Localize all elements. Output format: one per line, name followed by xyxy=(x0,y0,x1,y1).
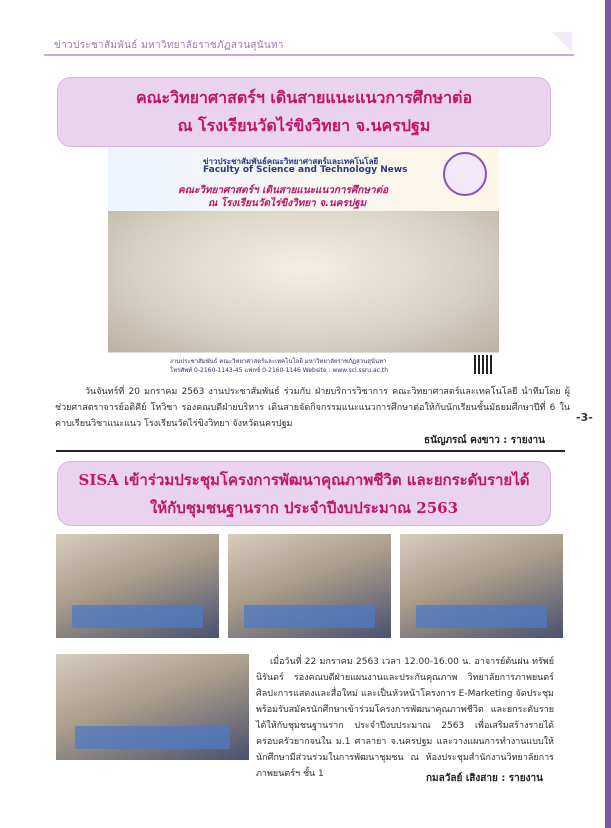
photo-banner-title2: ณ โรงเรียนวัดไร่ขิงวิทยา จ.นครปฐม xyxy=(208,198,367,209)
section-divider xyxy=(56,450,565,452)
article1-title-box xyxy=(57,77,551,147)
article1-body: วันจันทร์ที่ 20 มกราคม 2563 งานประชาสัมพันธ์ ร่วมกับ ฝ่ายบริการวิชาการ คณะวิทยาศาสตร์และเทคโนโลยี นำทีมโดย ผู้ช่วยศาสตราจารย์อติคีย์ โหวิชา รองคณบดีฝ่ายบริหาร เดินสายจัดกิจกรรมแนะแนวการศึกษาต่อให้กับนักเรียนชั้นมัธยมศึกษาปีที่ 6 ในคาบเรียนวิชาแนะแนว โรงเรียนวัดไร่ขิงวิทยา จังหวัดนครปฐม xyxy=(55,387,570,429)
photo-footer xyxy=(108,352,499,376)
photo-banner xyxy=(108,147,499,211)
page-number: -3- xyxy=(576,411,593,424)
meeting-photo-4 xyxy=(56,654,249,760)
article1-title-line1: คณะวิทยาศาสตร์ฯ เดินสายแนะแนวการศึกษาต่อ xyxy=(135,88,473,107)
article2-title-box xyxy=(57,461,551,526)
header-text: ข่าวประชาสัมพันธ์ มหาวิทยาลัยราชภัฏสวนสุนันทา xyxy=(54,40,284,51)
article1-title-line2: ณ โรงเรียนวัดไร่ขิงวิทยา จ.นครปฐม xyxy=(177,116,431,135)
photo-footer-line2: โทรศัพท์ 0-2160-1143-45 แฟกซ์ 0-2160-1146 Website : www.sci.ssru.ac.th xyxy=(170,367,389,374)
article1-photo xyxy=(108,147,499,376)
photo-banner-line2: Faculty of Science and Technology News xyxy=(203,165,408,175)
article2-body: เมื่อวันที่ 22 มกราคม 2563 เวลา 12.00-16.00 น. อาจารย์ต้นฝน ทรัพย์นิรันดร์ รองคณบดีฝ่ายแผนงานและประกันคุณภาพ วิทยาลัยการภาพยนตร์ ศิลปะการแสดงและสื่อใหม่ และเป็นหัวหน้าโครงการ E-Marketing จัดประชุมพร้อมรับสมัครนักศึกษาเข้าร่วมโครงการพัฒนาคุณภาพชีวิต และยกระดับรายได้ให้กับชุมชนฐานราก ประจำปีงบประมาณ 2563 เพื่อเสริมสร้างรายได้ครอบครัวยากจนใน ม.1 ศาลายา จ.นครปฐม และวางแผนการทำงานแบบให้นักศึกษามีส่วนร่วมในการพัฒนาชุมชน ณ ห้องประชุมสำนักงานวิทยาลัยการภาพยนตร์ฯ ชั้น 1 xyxy=(256,657,554,779)
meeting-photo-1 xyxy=(56,534,219,638)
university-logo-icon xyxy=(443,152,487,196)
meeting-photo-2 xyxy=(228,534,391,638)
qr-code-icon xyxy=(474,355,493,374)
article2-reporter: กมลวัลย์ เสิงสาย : รายงาน xyxy=(426,773,543,784)
article1-reporter: ธนัญภรณ์ คงขาว : รายงาน xyxy=(424,435,545,446)
photo-banner-title1: คณะวิทยาศาสตร์ฯ เดินสายแนะแนวการศึกษาต่อ xyxy=(178,185,389,196)
group-photo xyxy=(108,211,499,353)
photo-footer-line1: งานประชาสัมพันธ์ คณะวิทยาศาสตร์และเทคโนโลยี มหาวิทยาลัยราชภัฏสวนสุนันทา xyxy=(170,358,387,365)
photo-banner-line1: ข่าวประชาสัมพันธ์คณะวิทยาศาสตร์และเทคโนโลยี xyxy=(203,157,379,166)
article2-title-line2: ให้กับชุมชนฐานราก ประจำปีงบประมาณ 2563 xyxy=(149,499,459,517)
article2-title-line1: SISA เข้าร่วมประชุมโครงการพัฒนาคุณภาพชีวิต และยกระดับรายได้ xyxy=(78,471,530,489)
meeting-photo-3 xyxy=(400,534,563,638)
